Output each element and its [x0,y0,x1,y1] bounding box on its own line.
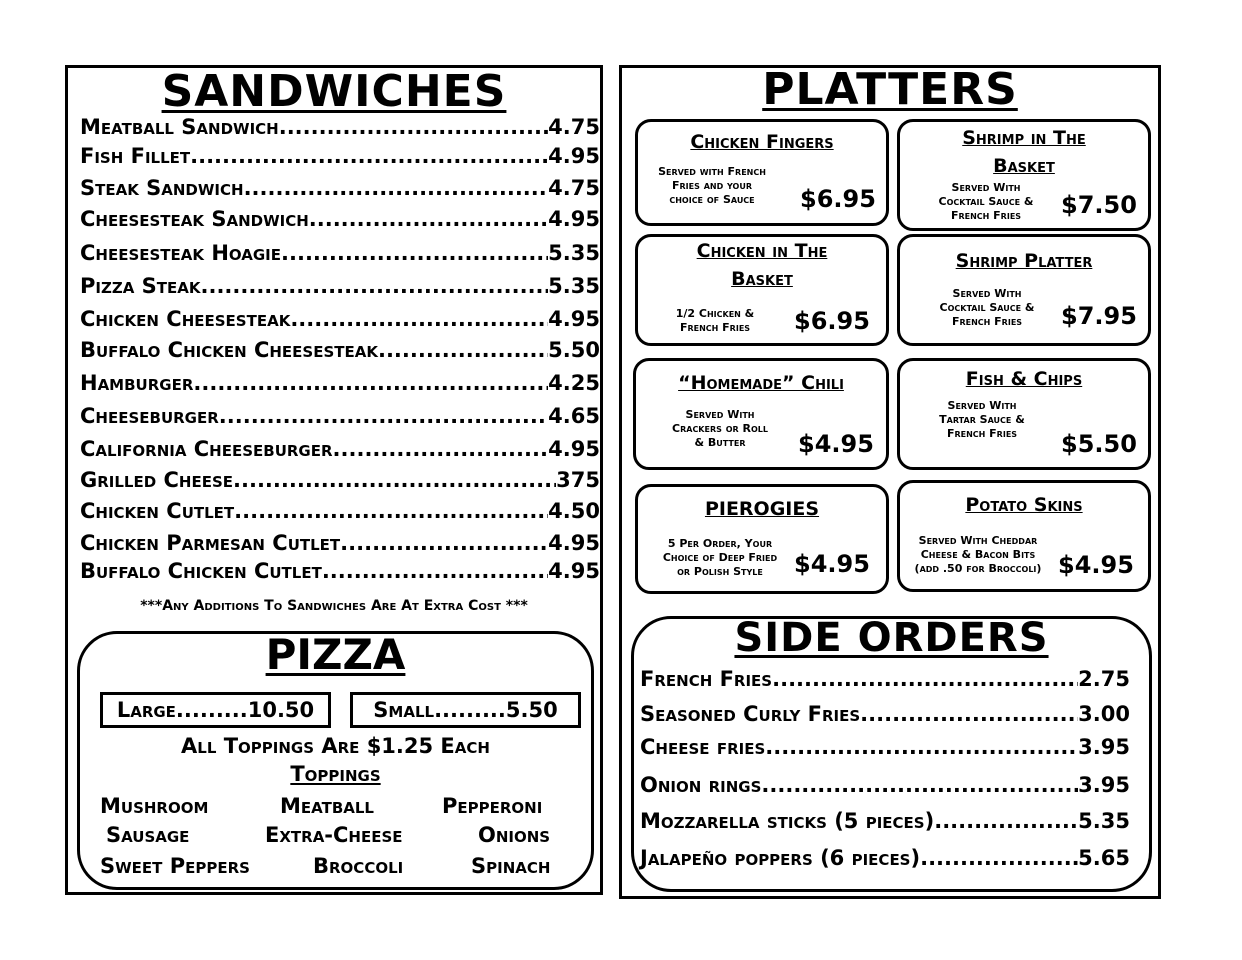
menu-item: Cheese fries ..... 3.95 [640,735,1130,759]
platter-title: “Homemade” Chili [678,372,844,394]
platter-price: $5.50 [1061,430,1137,458]
platter-price: $7.95 [1061,302,1137,330]
menu-item: Chicken Parmesan Cutlet ..... 4.95 [80,531,600,555]
menu-item: Seasoned Curly Fries ..... 3.00 [640,702,1130,726]
topping: Meatball [280,794,374,818]
menu-item: Grilled Cheese ..... 375 [80,468,600,492]
platter-price: $7.50 [1061,191,1137,219]
platter-title: Shrimp in The Basket [962,127,1086,177]
menu-item: Pizza Steak ..... 5.35 [80,274,600,298]
topping: Sausage [106,823,190,847]
platter-title: Shrimp Platter [955,250,1093,272]
platter-description: Served With Cocktail Sauce & French Fries [938,181,1034,222]
platter-title: PIEROGIES [704,498,820,520]
platter-card [635,119,889,226]
menu-item: Onion rings ..... 3.95 [640,773,1130,797]
platter-price: $4.95 [798,430,874,458]
menu-item: Steak Sandwich ..... 4.75 [80,176,600,200]
platters-panel [619,65,1161,899]
platter-description: Served With Cocktail Sauce & French Fries [939,287,1035,328]
menu-item: Jalapeño poppers (6 pieces) ..... 5.65 [640,846,1130,870]
platter-title: Chicken Fingers [690,131,834,153]
platter-card [897,119,1151,231]
menu-item: French Fries ..... 2.75 [640,667,1130,691]
menu-item: Meatball Sandwich ..... 4.75 [80,115,600,139]
topping: Sweet Peppers [100,854,250,878]
menu-item: Cheesesteak Sandwich ..... 4.95 [80,207,600,231]
platter-card [897,480,1151,592]
platter-price: $4.95 [794,550,870,578]
pizza-title: PIZZA [265,630,406,679]
platter-description: Served With Tartar Sauce & French Fries [939,399,1025,440]
pizza-section [77,631,594,890]
platter-description: 1/2 Chicken & French Fries [675,307,755,334]
platter-card [635,234,889,346]
menu-item: Cheesesteak Hoagie ..... 5.35 [80,241,600,265]
menu-item: Chicken Cheesesteak ..... 4.95 [80,307,600,331]
sandwiches-note: ***Any Additions To Sandwiches Are At Extra Cost *** [140,598,528,614]
platter-title: Fish & Chips [965,368,1083,390]
sandwiches-panel [65,65,603,895]
pizza-toppings-note: All Toppings Are $1.25 Each [181,734,490,758]
platter-card [635,484,889,594]
toppings-title: Toppings [290,762,381,786]
platter-description: Served With Cheddar Cheese & Bacon Bits (add .50 for Broccoli) [914,534,1042,575]
menu-item: Cheeseburger ..... 4.65 [80,404,600,428]
menu-item: Buffalo Chicken Cutlet ..... 4.95 [80,559,600,583]
platter-description: Served with French Fries and your choice of Sauce [658,165,766,206]
menu-item: Fish Fillet ..... 4.95 [80,144,600,168]
pizza-large-price: Large.........10.50 [100,692,331,728]
topping: Extra-Cheese [265,823,403,847]
topping: Broccoli [313,854,404,878]
menu-item: California Cheeseburger ..... 4.95 [80,437,600,461]
side-orders-title: SIDE ORDERS [734,615,1049,661]
topping: Spinach [471,854,551,878]
topping: Mushroom [100,794,209,818]
topping: Pepperoni [442,794,543,818]
platter-price: $6.95 [800,185,876,213]
sandwiches-title: SANDWICHES [161,66,507,117]
platter-card [897,358,1151,470]
platter-card [897,234,1151,346]
platter-card [633,358,889,470]
pizza-small-price: Small.........5.50 [350,692,581,728]
platters-title: PLATTERS [762,64,1018,115]
menu-item: Buffalo Chicken Cheesesteak ..... 5.50 [80,338,600,362]
platter-title: Potato Skins [965,494,1083,516]
menu-item: Mozzarella sticks (5 pieces) ..... 5.35 [640,809,1130,833]
topping: Onions [478,823,551,847]
platter-title: Chicken in The Basket [696,240,828,290]
platter-price: $4.95 [1058,551,1134,579]
menu-item: Chicken Cutlet ..... 4.50 [80,499,600,523]
menu-item: Hamburger ..... 4.25 [80,371,600,395]
platter-price: $6.95 [794,307,870,335]
platter-description: 5 Per Order, Your Choice of Deep Fried or Polish Style [662,537,778,578]
platter-description: Served With Crackers or Roll & Butter [672,408,768,449]
side-orders-section [631,616,1152,892]
